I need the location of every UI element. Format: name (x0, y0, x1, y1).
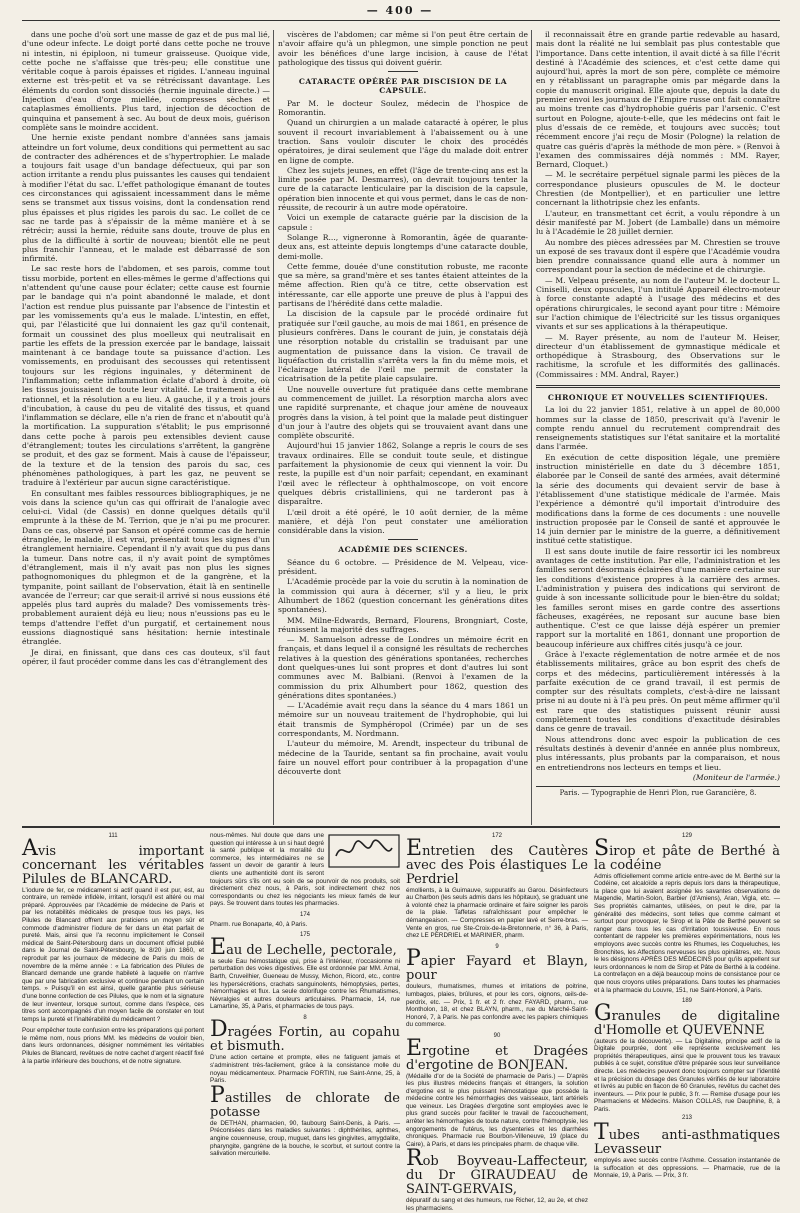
paragraph: L'auteur du mémoire, M. Arendt, inspecteur du tribunal de médecine de la Tauride, sentant sa fin prochaine, avait voulu faire un nouvel effort pour contribuer à la propagation d'une découverte dont (278, 739, 528, 777)
column-divider (273, 30, 274, 825)
ad-column-2 (210, 832, 400, 1170)
ad-body: douleurs, rhumatismes, rhumes et irritations de poitrine, lumbagos, plaies, brûlures, et pour les cors, oignons, œils-de-perdrix, etc. — Prix, 1 fr. et 2 fr. chez FAYARD, pharm., rue Montholon, 18, et chez BLAYN, pharm., rue du Marché-Saint-Honoré, 7, à Paris. Ne pas confondre avec les papiers chimiques du commerce. (406, 983, 588, 1029)
column-3 (536, 30, 780, 825)
ad-number: 174 (299, 911, 310, 918)
advertisement (210, 1082, 400, 1158)
ad-title: Papier Fayard et Blayn, pour (406, 946, 588, 984)
ad-body: de DETHAN, pharmacien, 90, faubourg Saint-Denis, à Paris. — Préconisées dans les maladies suivantes : diphthérites, aphthes, angine couenneuse, croup, muguet, dans les gingivites, amygdalite, pharyngite, gangrène de la bouche, le scorbut, et surtout contre la salivation mercurielle. (210, 1119, 400, 1158)
ad-title: Ergotine et Dragées d'ergotine de BONJEAN. (406, 1035, 588, 1073)
page-number: — 400 — (366, 4, 434, 17)
advertisement (210, 912, 400, 928)
article-body-academie-cont (536, 30, 780, 379)
paragraph: Il est sans doute inutile de faire ressortir ici les nombreux avantages de cette institution. Par elle, l'administration et les familles seront désormais éclairées d'une manière certaine sur les conditions d'existence propres à la carrière des armes. L'administration y puisera des indications qui serviront de guide à son incessante sollicitude pour le bien-être du soldat; les familles seront mises en garde contre des assertions fâcheuses, exagérées, ne reposant sur aucune base bien authentique. C'est ce que laisse déjà espérer un premier rapport sur la mortalité en 1861, donnant une proportion de beaucoup inférieure aux chiffres cités jusqu'à ce jour. (536, 546, 780, 649)
ad-body: Pharm. rue Bonaparte, 40, à Paris. (210, 920, 308, 928)
source-signature: (Moniteur de l'armée.) (692, 772, 780, 782)
article-title-chronique: CHRONIQUE ET NOUVELLES SCIENTIFIQUES. (547, 392, 769, 402)
ad-number: 172 (491, 833, 502, 839)
ad-body: employés avec succès contre l'Asthme. Cessation instantanée de la suffocation et des oppressions. — Pharmacie, rue de la Monnaie, 19, à Paris. — Prix, 3 fr. (594, 1157, 780, 1180)
ad-title: Entretien des Cautères avec des Pois élastiques Le Perdriel (406, 835, 588, 887)
ad-body: L'iodure de fer, ce médicament si actif quand il est pur, est, au contraire, un remède infidèle, irritant, lorsqu'il est altéré ou mal préparé. Approuvées par l'Académie de médecine de Paris et par les notabilités médicales de presque tous les pays, les Pilules de Blancard offrent aux praticiens un moyen sûr et commode d'administrer l'iodure de fer dans un état parfait de pureté. Mais, ainsi que l'a reconnu implicitement le Conseil médical de Saint-Pétersbourg dans un document officiel publié dans le Journal de Saint-Pétersbourg, le 8/20 juin 1860, et reproduit par les journaux de médecine de Paris du mois de novembre de la même année : « La fabrication des Pilules de Blancard demande une grande habileté à laquelle on n'arrive que par une fabrication exclusive et continue pendant un certain temps. » Puisqu'il en est ainsi, quelle garantie plus sérieuse d'une bonne confection de ces Pilules, que le nom et la signature de leur inventeur, lorsque surtout, comme dans l'espèce, ces titres sont accompagnés d'un moyen facile de constater en tout temps la pureté et l'inaltérabilité du médicament ? (22, 886, 204, 1023)
paragraph: — L'Académie avait reçu dans la séance du 4 mars 1861 un mémoire sur un nouveau traitement de l'hydrophobie, qui lui était transmis de Symphéropol (Crimée) par un de ses correspondants, M. Nordmann. (278, 701, 528, 739)
ad-number: 213 (681, 1114, 692, 1121)
paragraph: — M. Samuelson adresse de Londres un mémoire écrit en français, et dans lequel il a consigné les résultats de recherches relatives à la question des générations spontanées, recherches dont quelques-unes lui sont propres et dont d'autres lui sont communes avec M. Balbiani. (Renvoi à l'examen de la commission du prix Alhumbert pour 1862, question des générations dites spontanées.) (278, 635, 528, 700)
paragraph: viscères de l'abdomen; car même si l'on peut être certain de n'avoir affaire qu'à un phlegmon, une simple ponction ne peut avoir les bénéfices d'une large incision, à cause de l'état pathologique des tissus qui doivent guérir. (278, 30, 528, 67)
paragraph: Une hernie existe pendant nombre d'années sans jamais atteindre un fort volume, deux conditions qui permettent au sac de contracter des adhérences et de s'hypertrophier. Le malade a toujours fait usage d'un bandage défectueux, qui par son action irritante a rendu plus puissantes les causes qui tendaient à modifier l'état du sac. L'effet pathologique émanant de toutes ces circonstances qui agissaient incessamment dans le même sens se transmet aux tissus voisins, dont la condensation rend plus épaisses et plus rigides les parois du sac. Le collet de ce sac ne tarde pas à s'épaissir de la même manière et à se rétrécir; aussi la hernie, réduite sans doute, trouve de plus en plus de la difficulté à sortir de nouveau; bientôt elle ne peut plus franchir l'anneau, et le malade est débarrassé de son infirmité. (22, 133, 270, 264)
ad-list (594, 833, 780, 1180)
advertisement (594, 1120, 780, 1180)
ad-body: dépuratif du sang et des humeurs, rue Richer, 12, au 2e, et chez les pharmaciens. (406, 1197, 588, 1213)
ads-rule (22, 826, 780, 828)
ad-number: 129 (681, 833, 692, 839)
paragraph: Aujourd'hui 15 janvier 1862, Solange a repris le cours de ses travaux ordinaires. Elle se conduit toute seule, et distingue parfaitement la physionomie de ceux qui viennent la voir. Du reste, la pupille est d'un noir parfait; cependant, en examinant l'œil avec le réflecteur à ophthalmoscope, on voit encore quelques débris cristalliniens, qui ne tarderont pas à disparaître. (278, 441, 528, 507)
header-rule (22, 20, 780, 21)
paragraph: L'auteur, en transmettant cet écrit, a voulu répondre à un désir manifesté par M. Jobert (de Lamballe) dans un mémoire lu à l'Académie le 28 juillet dernier. (536, 208, 780, 237)
article-body-chronique (536, 405, 780, 772)
paragraph: Chez les sujets jeunes, en effet (l'âge de trente-cinq ans est la limite posée par M. Desmarres), on devrait toujours tenter la cure de la cataracte lenticulaire par la discision de la capsule, opération bien innocente et qui vous permet, dans le cas de non-réussite, de recourir à un autre mode opératoire. (278, 165, 528, 213)
ad-title: Tubes anti-asthmatiques Levasseur (594, 1120, 780, 1158)
paragraph: dans une poche d'où sort une masse de gaz et de pus mal lié, d'une odeur infecte. Le doigt porté dans cette poche ne trouve ni intestin, ni épiploon, ni tumeur graisseuse. Quoique vide, cette poche ne s'affaisse que très-peu; elle constitue une véritable coque à parois épaisses et rigides. L'anneau inguinal externe est très-petit et va se rétrécissant davantage. Les éléments du cordon sont dissociés (hernie inguinale directe.) — Injection d'eau d'orge miellée, compresses sèches et cataplasmes émollients. Plus tard, injection de décoction de quinquina et pansement à sec. Au bout de deux mois, guérison complète sans le moindre accident. (22, 30, 270, 132)
ad-column-4 (594, 832, 780, 1180)
article-title-cataracte: CATARACTE OPÉRÉE PAR DISCISION DE LA CAPSULE. (298, 77, 508, 96)
paragraph: Je dirai, en finissant, que dans ces cas douteux, s'il faut opérer, il faut procéder comme dans les cas d'étranglement des (22, 647, 270, 666)
paragraph: L'œil droit a été opéré, le 10 août dernier, de la même manière, et déjà l'on peut constater une amélioration considérable dans la vision. (278, 507, 528, 536)
paragraph: En consultant mes faibles ressources bibliographiques, je ne vois dans la science qu'un cas qui offrirait de l'analogie avec celui-ci. Vidal (de Cassis) en donne quelques détails qu'il emprunte à la thèse de M. Terrion, que je n'ai pu me procurer. Dans ce cas, observé par Sanson et opéré comme cas de hernie étranglée, le malade, il est vrai, présentait tous les signes d'un étranglement herniaire. Cependant il n'y avait que du pus dans la tumeur. Dans notre cas, il n'y avait point de symptômes d'étranglement, mais il n'y avait pas non plus les signes pathognomoniques du phlegmon et de la gangrène, et la tympanite, point saillant de l'observation, était là en sentinelle avancée de l'erreur; car que serait-il arrivé si nous eussions été appelés plus tard auprès du malade? Des vomissements très-probablement auraient déjà eu lieu; nous n'eussions pas eu le temps d'attendre l'effet d'un purgatif, et certainement nous eussions diagnostiqué sans hésitation: hernie intestinale étranglée. (22, 488, 270, 647)
ad-body: nous-mêmes. Nul doute que dans une question qui intéresse à un si haut degré la santé publique et la moralité du commerce, les intermédiaires ne se fassent un devoir de garantir à leurs clients une authenticité dont ils seront toujours sûrs s'ils ont eu soin de se pourvoir de nos produits, soit directement chez nous, à Paris, soit indirectement chez nos correspondants ou chez les négociants les mieux famés de leur pays. Se trouvent dans toutes les pharmacies. (210, 832, 400, 908)
signature-stamp-icon (328, 834, 400, 868)
ad-body: Pour empêcher toute confusion entre les préparations qui portent le même nom, nous prions MM. les médecins de vouloir bien, dans leurs ordonnances, désigner nommément les véritables Pilules de Blancard, revêtues de notre cachet d'argent réactif fixé à la partie inférieure des bouchons, et de notre signature. (22, 1027, 204, 1065)
ad-column-1 (22, 832, 204, 1170)
paragraph: En exécution de cette disposition légale, une première instruction ministérielle en date du 3 décembre 1851, élaborée par le Conseil de santé des armées, avait déterminé la série des documents qui devaient servir de base à l'établissement d'une statistique médicale de l'armée. Mais l'expérience a démontré qu'il importait d'introduire des modifications dans la forme de ces documents : une nouvelle instruction proposée par le Conseil de santé et approuvée le 14 juin dernier par le ministre de la guerre, a définitivement institué cette statistique. (536, 452, 780, 546)
advertisement (594, 998, 780, 1122)
printer-footer: Paris. — Typographie de Henri Plon, rue Garancière, 8. (536, 786, 780, 798)
article-title-academie: ACADÉMIE DES SCIENCES. (338, 545, 468, 555)
advertisement (406, 833, 588, 940)
ad-body: Admis officiellement comme article entre-avec de M. Berthé sur la Codéine, cet alcaloïde a repris depuis lors dans la thérapeutique, la place que lui avaient assignée les savantes observations de Magendie, Martin-Solon, Barbier (d'Amiens), Aran, Vigla, etc. — Ses propriétés calmantes, utilisées, on peut le dire, par la généralité des médecins, sont telles que comme calmant et surtout pour provoquer, le Sirop et la Pâte de Berthé peuvent se ranger dans tous les cas d'irritation toussiveuse. En nous contentant de rappeler les premières expérimentations, nous les employons avec succès contre les Rhumes, les Coqueluches, les Bronchites, les Affections nerveuses les plus opiniâtres, etc. Nous le les désignons APRÈS DES MÉDECINS pour qu'ils appellent sur leurs ordonnances le nom de Sirop et Pâte de Berthé à la codéine. La contrefaçon en a déjà beaucoup moins de consistance pour ce que nous croyons utiles préparations. Dans toutes les pharmacies et à la pharmacie du Louvre, 151, rue Saint-Honoré, à Paris. (594, 872, 780, 994)
byline: Par M. le docteur Soulez, médecin de l'hospice de Romorantin. (278, 98, 528, 118)
ad-body: émollients, à la Guimauve, suppuratifs au Garou. Désinfecteurs au Charbon (les seuls admis dans les hôpitaux), se graduant une à volonté chez la pharmacie ordinaire et faire soigner les parois de la plaie. Taffetas rafraîchissant pour empêcher le démangeaison. — Compresses en papier lavé et Serre-bras. — Vente en gros, rue Ste-Croix-de-la-Bretonnerie, n° 36, à Paris, chez LE PERDRIEL et MARINIER, pharm. (406, 886, 588, 940)
ad-number: 9 (495, 943, 499, 950)
advertisement (594, 833, 780, 994)
ad-body: (Médaille d'or de la Société de pharmacie de Paris.) — D'après les plus illustres médecins français et étrangers, la solution d'ergotine est le plus puissant hémostatique que possède la médecine contre les hémorrhagies des vaisseaux, tant artériels que veineux. Les Dragées d'ergotine sont employées avec le plus grand succès pour faciliter le travail de l'accouchement, arrêter les hémorrhagies de toute nature, contre l'hémoptysie, les engorgements de l'utérus, les dysenteries et les diarrhées chroniques. Pharmacie rue Bourbon-Villeneuve, 19 (place du Caire), à Paris, et dans les principales pharm. de chaque ville. (406, 1072, 588, 1148)
paragraph: — M. Rayer présente, au nom de l'auteur M. Heiser, directeur d'un établissement de gymnastique médicale et orthopédique à Strasbourg, des Observations sur le rachitisme, la scrofule et les difformités des gallinacés. (Commissaires : MM. Andral, Rayer.) (536, 332, 780, 379)
ad-number: 189 (681, 998, 692, 1005)
advertisement (210, 932, 400, 1011)
column-1 (22, 30, 270, 825)
double-rule (536, 385, 780, 388)
ad-title: Granules de digitaline d'Homolle et QUEVENNE (594, 1000, 780, 1038)
separator (388, 71, 418, 72)
ad-title: Sirop et pâte de Berthé à la codéine (594, 835, 780, 873)
separator (388, 539, 418, 540)
paragraph: — M. Velpeau présente, au nom de l'auteur M. le docteur L. Ciniselli, deux opuscules, l'un intitulé Appareil électro-moteur à force constante adapté à l'usage des médecins et des opérations chirurgicales, le second ayant pour titre : Mémoire sur l'action chimique de l'électricité sur les tissus organiques vivants et sur ses applications à la thérapeutique. (536, 275, 780, 332)
advertisement (406, 1033, 588, 1149)
paragraph: Nous attendrons donc avec espoir la publication de ces résultats destinés à devenir d'année en année plus nombreux, plus intéressants, plus probants par la comparaison, et nous en entretiendrons nos lecteurs en temps et lieu. (536, 734, 780, 772)
ad-column-3 (406, 832, 588, 1213)
ad-number: 175 (299, 932, 310, 939)
paragraph: Au nombre des pièces adressées par M. Chrestien se trouve un exposé de ses travaux dont il espère que l'Académie voudra bien prendre connaissance quand elle aura à nommer un correspondant pour la section de médecine et de chirurgie. (536, 237, 780, 275)
paragraph: La discision de la capsule par le procédé ordinaire fut pratiquée sur l'œil gauche, au mois de mai 1861, en présence de plusieurs confrères. Dans le courant de juin, je constatais déjà une résorption notable du cristallin se traduisant par une augmentation de puissance dans la vision. Ce travail de liquéfaction du cristallin s'arrêta vers la fin du même mois, et l'éclairage latéral de l'œil me permit de constater la cicatrisation de la petite plaie capsulaire. (278, 309, 528, 384)
ad-title: Eau de Lechelle, pectorale, (210, 934, 397, 960)
paragraph: Solange R..., vigneronne à Romorantin, âgée de quarante-deux ans, est atteinte depuis longtemps d'une cataracte double, demi-molle. (278, 232, 528, 261)
ad-number: 111 (108, 833, 118, 839)
ad-body: D'une action certaine et prompte, elles ne fatiguent jamais et s'administrent très-facilement, grâce à la consistance molle du noyau médicamenteux. Pharmacie FORTIN, rue Saint-Anne, 25, à Paris. (210, 1054, 400, 1085)
paragraph: — M. le secrétaire perpétuel signale parmi les pièces de la correspondance plusieurs opuscules de M. le docteur Chrestien (de Montpellier), et en particulier une lettre concernant la lithotripsie chez les enfants. (536, 170, 780, 208)
ad-body: (auteurs de la découverte). — La Digitaline, principe actif de la Digitale pourprée, dont elle représente exclusivement les propriétés thérapeutiques, ainsi que le prouvent tous les travaux publiés à ce sujet, constitue d'être préparée sous leur surveillance directe. Les médecins peuvent donc toujours compter sur l'identité et la précision du dosage des Granules vérifiés de leur laboratoire et livrés au public en flacon de 60 Granules, revêtus du cachet des inventeurs. — Prix pour le public, 3 fr. — Remise d'usage pour les Pharmaciens et Médecins. Maison COLLAS, rue Dauphine, 8, à Paris. (594, 1037, 780, 1114)
paragraph: Le sac reste hors de l'abdomen, et ses parois, comme tout tissu morbide, portent en elles-mêmes le germe d'affections qui n'attendent qu'une cause pour éclater; cette cause est fournie par le bandage qui n'a point abandonné le malade, et dont l'action est rendue plus puissante par l'absence de l'intestin et par les vomissements qu'a eus le malade. L'intestin, en effet, qui, par l'élasticité que lui donnaient les gaz qu'il contenait, formait un coussinet des plus moelleux qui neutralisait en partie les effets de la pression exercée par le bandage, laissait maintenant à ce bandage toute sa puissance d'action. Les vomissements, en produisant des secousses qui retentissent toujours sur les régions inguinales, y déterminent de l'inflammation; cette inflammation éclate d'abord à droite, où les tissus jouissaient de toute leur vitalité. Le traitement a été rationnel, et la résolution a eu lieu. A gauche, il y a trois jours d'incubation, à cause du peu de vitalité des tissus, et quand l'inflammation se déclare, elle n'a rien de franc et n'aboutit qu'à la mortification. La suppuration s'établit; le pus emprisonné dans cette poche à parois peu extensibles devient cause d'étranglement; toutes les circulations s'arrêtent, la gangrène se produit, et des gaz se forment. Mais à cause de l'épaisseur, de la texture et de la tension des parois du sac, ces phénomènes pathologiques, à part les gaz, ne peuvent se traduire à l'extérieur par aucun signe caractéristique. (22, 264, 270, 488)
ad-title: Avis important concernant les véritables Pilules de BLANCARD. (22, 835, 204, 887)
paragraph: MM. Milne-Edwards, Bernard, Flourens, Brongniart, Coste, réunissent la majorité des suffrages. (278, 615, 528, 634)
advertisement (210, 1015, 400, 1085)
paragraph: Voici un exemple de cataracte guérie par la discision de la capsule : (278, 213, 528, 232)
paragraph: Cette femme, douée d'une constitution robuste, me raconte que sa mère, sa grand'mère et ses tantes étaient atteintes de la même affection. Rien qu'à ce titre, cette observation est intéressante, car elle apporte une preuve de plus à l'appui des partisans de l'hérédité dans cette maladie. (278, 261, 528, 309)
advertisement (406, 1146, 588, 1213)
paragraph: La loi du 22 janvier 1851, relative à un appel de 80,000 hommes sur la classe de 1850, prescrivait qu'à l'avenir le compte rendu annuel du recrutement comprendrait des renseignements statistiques sur l'état sanitaire et la mortalité dans l'armée. (536, 405, 780, 452)
ad-body: la seule Eau hémostatique qui, prise à l'intérieur, n'occasionne ni perturbation des voies digestives. Elle est ordonnée par MM. Arnal, Barth, Cruveilhier, Gueneau de Mussy, Michon, Ricord, etc., contre les hypersécrétions, crachats sanguinolents, hémoptysies, pertes, hémorrhagies et flux. La seule dolorifuge contre les Rhumatismes, Névralgies et autres douleurs articulaires. Pharmacie, 14, rue Lamartine, 35, à Paris, et pharmacies de tous pays. (210, 957, 400, 1011)
ad-number: 8 (303, 1014, 307, 1021)
ad-list (406, 833, 588, 1213)
ad-list (210, 832, 400, 1158)
column-divider (531, 30, 532, 825)
ad-title: Pastilles de chlorate de potasse (210, 1082, 400, 1120)
ad-title: Rob Boyveau-Laffecteur, du Dr GIRAUDEAU de SAINT-GERVAIS, (406, 1146, 588, 1198)
article-body-academie (278, 558, 528, 777)
article-body-cataracte (278, 118, 528, 535)
paragraph: Grâce à l'exacte réglementation de notre armée et de nos établissements militaires, grâce au bon esprit des chefs de corps et des médecins, particulièrement intéressés à la parfaite exécution de ce grand travail, il est permis de compter sur des résultats complets, c'est-à-dire ne laissant prise ni au doute ni à l'à peu près. On peut même affirmer qu'il est rare que des statistiques puissent réunir aussi complètement toutes les conditions d'exactitude désirables dans ce genre de travail. (536, 650, 780, 734)
paragraph: L'Académie procède par la voie du scrutin à la nomination de la commission qui aura à décerner, s'il y a lieu, le prix Alhumbert de 1862 (question concernant les générations dites spontanées). (278, 577, 528, 615)
column-2 (278, 30, 528, 825)
ad-number: 90 (493, 1032, 501, 1039)
advertisement (406, 944, 588, 1029)
paragraph: Quand un chirurgien a un malade cataracté à opérer, le plus souvent il recourt invariablement à l'abaissement ou à une traction. Sans vouloir discuter le choix des procédés opératoires, je dirai seulement que l'âge du malade doit entrer en ligne de compte. (278, 118, 528, 165)
paragraph: Une nouvelle ouverture fut pratiquée dans cette membrane au commencement de juillet. La résorption marcha alors avec une rapidité surprenante, et chaque jour amène de nouveaux progrès dans la vision, à tel point que la malade peut distinguer d'un jour à l'autre des objets qui se trouvaient avant dans une complète obscurité. (278, 384, 528, 441)
paragraph: Séance du 6 octobre. — Présidence de M. Velpeau, vice-président. (278, 557, 528, 577)
paragraph: il reconnaissait être en grande partie redevable au hasard, mais dont la réalité ne lui semblait pas plus contestable que l'importance. Dans cette intention, il avait dicté à sa fille l'écrit destiné à l'Académie des sciences, et c'est cette dame qui aujourd'hui, après la mort de son père, complète ce mémoire en y rétablissant un paragraphe omis par mégarde dans la copie du manuscrit original. Elle ajoute que, depuis la date du premier envoi les journaux de l'Empire russe ont fait connaître au moins trente cas d'hydrophobie guéris par l'arsenic. C'est surtout en Pologne, ajoute-t-elle, que les médecins ont fait le plus d'essais de ce remède, et toujours avec succès; tout récemment encore j'ai reçu de Mosir (Pologne) la relation de quatre cas guéris d'après la méthode de mon père. » (Renvoi à l'examen des commissaires déjà nommés : MM. Rayer, Bernard, Cloquet.) (536, 30, 780, 170)
ad-title: Dragées Fortin, au copahu et bismuth. (210, 1017, 400, 1055)
